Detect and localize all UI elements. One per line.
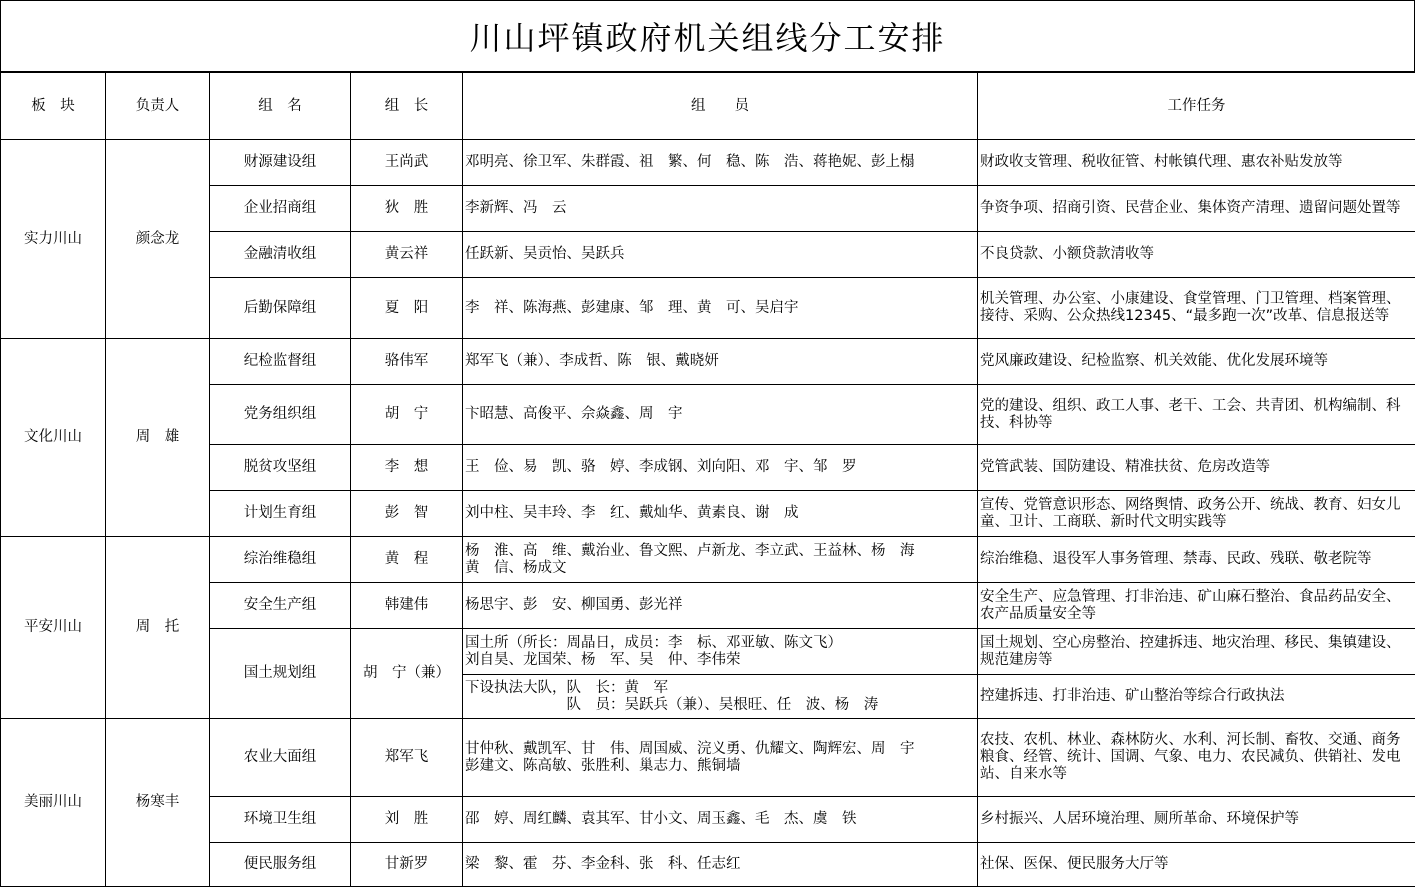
group-members: 任跃新、吴贡怡、吴跃兵 xyxy=(463,232,978,278)
law-enforcement-tasks: 控建拆违、打非治违、矿山整治等综合行政执法 xyxy=(978,675,1415,719)
header-row xyxy=(1,73,1415,140)
group-members: 邵 婷、周红麟、袁其军、甘小文、周玉鑫、毛 杰、虞 铁 xyxy=(463,797,978,843)
group-members: 李新辉、冯 云 xyxy=(463,186,978,232)
table-row xyxy=(1,339,1415,385)
header-leader: 负责人 xyxy=(106,73,210,140)
table-row xyxy=(1,537,1415,583)
law-enforcement-members: 下设执法大队，队 长：黄 军 队 员：吴跃兵（兼）、吴根旺、任 波、杨 涛 xyxy=(463,675,978,719)
group-tasks: 安全生产、应急管理、打非治违、矿山麻石整治、食品药品安全、农产品质量安全等 xyxy=(978,583,1415,629)
group-head: 夏 阳 xyxy=(351,278,463,339)
block-name: 美丽川山 xyxy=(1,719,106,887)
table-row xyxy=(1,583,1415,629)
block-name: 实力川山 xyxy=(1,140,106,339)
header-block: 板 块 xyxy=(1,73,106,140)
group-head: 骆伟军 xyxy=(351,339,463,385)
group-name: 环境卫生组 xyxy=(210,797,351,843)
group-name: 综治维稳组 xyxy=(210,537,351,583)
group-members: 郑军飞（兼）、李成哲、陈 银、戴晓妍 xyxy=(463,339,978,385)
header-tasks: 工作任务 xyxy=(978,73,1415,140)
group-members: 杨 淮、高 维、戴治业、鲁文熙、卢新龙、李立武、王益林、杨 海 黄 信、杨成文 xyxy=(463,537,978,583)
table-row xyxy=(1,629,1415,675)
group-tasks: 国土规划、空心房整治、控建拆违、地灾治理、移民、集镇建设、规范建房等 xyxy=(978,629,1415,675)
group-head: 李 想 xyxy=(351,445,463,491)
block-leader: 杨寒丰 xyxy=(106,719,210,887)
group-name: 脱贫攻坚组 xyxy=(210,445,351,491)
group-name: 财源建设组 xyxy=(210,140,351,186)
group-head: 胡 宁 xyxy=(351,385,463,445)
group-members: 卞昭慧、高俊平、佘焱鑫、周 宇 xyxy=(463,385,978,445)
group-tasks: 财政收支管理、税收征管、村帐镇代理、惠农补贴发放等 xyxy=(978,140,1415,186)
table-row xyxy=(1,186,1415,232)
table-row xyxy=(1,278,1415,339)
group-members: 刘中柱、吴丰玲、李 红、戴灿华、黄素良、谢 成 xyxy=(463,491,978,537)
group-tasks: 不良贷款、小额贷款清收等 xyxy=(978,232,1415,278)
group-head: 黄云祥 xyxy=(351,232,463,278)
table-row xyxy=(1,491,1415,537)
group-tasks: 机关管理、办公室、小康建设、食堂管理、门卫管理、档案管理、接待、采购、公众热线12345、“最多跑一次”改革、信息报送等 xyxy=(978,278,1415,339)
group-name: 安全生产组 xyxy=(210,583,351,629)
group-members: 甘仲秋、戴凯军、甘 伟、周国威、浣义勇、仇耀文、陶辉宏、周 宇 彭建文、陈高敏、张胜利、巢志力、熊铜墙 xyxy=(463,719,978,797)
block-leader: 周 托 xyxy=(106,537,210,719)
group-tasks: 宣传、党管意识形态、网络舆情、政务公开、统战、教育、妇女儿童、卫计、工商联、新时代文明实践等 xyxy=(978,491,1415,537)
table-row xyxy=(1,140,1415,186)
group-members: 梁 黎、霍 芬、李金科、张 科、任志红 xyxy=(463,843,978,887)
block-name: 文化川山 xyxy=(1,339,106,537)
table-row xyxy=(1,719,1415,797)
group-tasks: 党管武装、国防建设、精准扶贫、危房改造等 xyxy=(978,445,1415,491)
group-members: 李 祥、陈海燕、彭建康、邹 理、黄 可、吴启宇 xyxy=(463,278,978,339)
header-group-head: 组 长 xyxy=(351,73,463,140)
group-members: 国土所（所长：周晶日，成员：李 标、邓亚敏、陈文飞） 刘自昊、龙国荣、杨 军、吴 仲、李伟荣 xyxy=(463,629,978,675)
page-title: 川山坪镇政府机关组线分工安排 xyxy=(0,0,1415,72)
table-row xyxy=(1,232,1415,278)
group-tasks: 党的建设、组织、政工人事、老干、工会、共青团、机构编制、科技、科协等 xyxy=(978,385,1415,445)
table-row xyxy=(1,385,1415,445)
group-name: 农业大面组 xyxy=(210,719,351,797)
group-tasks: 党风廉政建设、纪检监察、机关效能、优化发展环境等 xyxy=(978,339,1415,385)
group-tasks: 综治维稳、退役军人事务管理、禁毒、民政、残联、敬老院等 xyxy=(978,537,1415,583)
group-name: 金融清收组 xyxy=(210,232,351,278)
group-head: 甘新罗 xyxy=(351,843,463,887)
group-name: 企业招商组 xyxy=(210,186,351,232)
group-tasks: 争资争项、招商引资、民营企业、集体资产清理、遗留问题处置等 xyxy=(978,186,1415,232)
group-head: 彭 智 xyxy=(351,491,463,537)
table-row xyxy=(1,797,1415,843)
group-name: 计划生育组 xyxy=(210,491,351,537)
group-head: 胡 宁（兼） xyxy=(351,629,463,719)
header-group-name: 组 名 xyxy=(210,73,351,140)
group-tasks: 乡村振兴、人居环境治理、厕所革命、环境保护等 xyxy=(978,797,1415,843)
group-name: 党务组织组 xyxy=(210,385,351,445)
group-head: 韩建伟 xyxy=(351,583,463,629)
group-head: 黄 程 xyxy=(351,537,463,583)
group-head: 刘 胜 xyxy=(351,797,463,843)
group-members: 王 俭、易 凯、骆 婷、李成钢、刘向阳、邓 宇、邹 罗 xyxy=(463,445,978,491)
group-members: 邓明亮、徐卫军、朱群霞、祖 繁、何 稳、陈 浩、蒋艳妮、彭上榻 xyxy=(463,140,978,186)
group-tasks: 社保、医保、便民服务大厅等 xyxy=(978,843,1415,887)
block-leader: 周 雄 xyxy=(106,339,210,537)
group-name: 后勤保障组 xyxy=(210,278,351,339)
block-name: 平安川山 xyxy=(1,537,106,719)
table-row xyxy=(1,445,1415,491)
assignment-table xyxy=(0,72,1415,887)
group-tasks: 农技、农机、林业、森林防火、水利、河长制、畜牧、交通、商务粮食、经管、统计、国调、气象、电力、农民减负、供销社、发电站、自来水等 xyxy=(978,719,1415,797)
group-head: 狄 胜 xyxy=(351,186,463,232)
group-name: 纪检监督组 xyxy=(210,339,351,385)
block-leader: 颜念龙 xyxy=(106,140,210,339)
header-members: 组 员 xyxy=(463,73,978,140)
table-row xyxy=(1,843,1415,887)
group-members: 杨思宇、彭 安、柳国勇、彭光祥 xyxy=(463,583,978,629)
group-head: 郑军飞 xyxy=(351,719,463,797)
group-name: 国土规划组 xyxy=(210,629,351,719)
group-head: 王尚武 xyxy=(351,140,463,186)
group-name: 便民服务组 xyxy=(210,843,351,887)
